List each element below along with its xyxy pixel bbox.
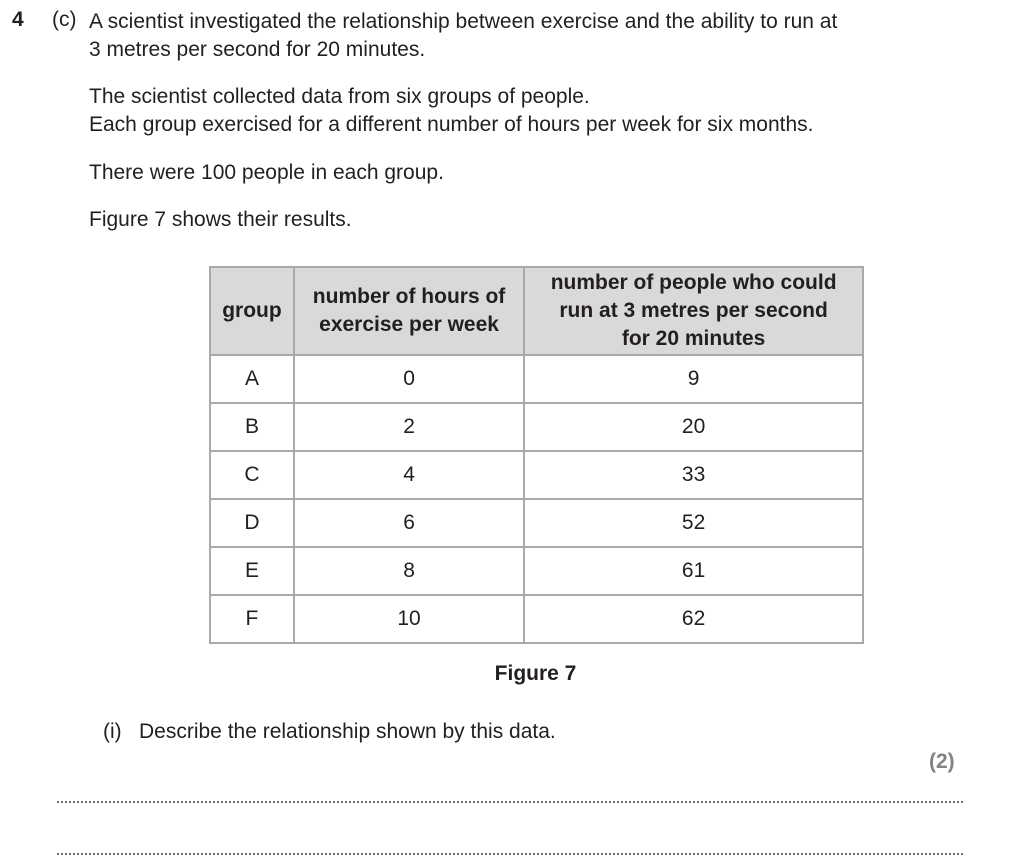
cell-group: C (210, 451, 294, 499)
question-part-label: (c) (52, 8, 77, 31)
cell-hours: 4 (294, 451, 524, 499)
answer-line[interactable] (57, 801, 963, 803)
header-hours-line: number of hours of (312, 285, 506, 308)
header-people-line: run at 3 metres per second (559, 299, 828, 322)
paragraph-people-count: There were 100 people in each group. (89, 161, 444, 184)
question-stem (89, 8, 837, 64)
cell-people: 52 (524, 499, 863, 547)
cell-people: 20 (524, 403, 863, 451)
paragraph-groups (89, 83, 813, 139)
header-people-line: number of people who could (550, 271, 837, 294)
cell-hours: 0 (294, 355, 524, 403)
cell-group: B (210, 403, 294, 451)
answer-line[interactable] (57, 853, 963, 855)
cell-people: 61 (524, 547, 863, 595)
marks-label: (2) (929, 750, 955, 773)
cell-hours: 8 (294, 547, 524, 595)
cell-group: A (210, 355, 294, 403)
table-row (210, 451, 863, 499)
table-row (210, 355, 863, 403)
table-row (210, 547, 863, 595)
header-people (524, 267, 863, 355)
cell-group: F (210, 595, 294, 643)
header-hours-line: exercise per week (319, 313, 499, 336)
header-group (210, 267, 294, 355)
paragraph-figure-ref: Figure 7 shows their results. (89, 208, 352, 231)
cell-people: 62 (524, 595, 863, 643)
sub-question-text: Describe the relationship shown by this data. (139, 720, 556, 743)
cell-hours: 2 (294, 403, 524, 451)
stem-line: 3 metres per second for 20 minutes. (89, 38, 426, 61)
table-row (210, 499, 863, 547)
figure-caption: Figure 7 (494, 662, 577, 685)
paragraph-line: The scientist collected data from six groups of people. (89, 85, 590, 108)
table-row (210, 403, 863, 451)
cell-group: E (210, 547, 294, 595)
stem-line: A scientist investigated the relationship between exercise and the ability to run at (89, 10, 838, 33)
results-table (209, 266, 864, 644)
header-hours (294, 267, 524, 355)
header-people-line: for 20 minutes (621, 327, 766, 350)
cell-hours: 10 (294, 595, 524, 643)
paragraph-line: Each group exercised for a different number of hours per week for six months. (89, 113, 814, 136)
question-number: 4 (12, 8, 24, 31)
cell-group: D (210, 499, 294, 547)
sub-question-label: (i) (103, 720, 122, 743)
table-row (210, 595, 863, 643)
cell-hours: 6 (294, 499, 524, 547)
cell-people: 9 (524, 355, 863, 403)
header-group-text: group (222, 299, 282, 322)
cell-people: 33 (524, 451, 863, 499)
table-header-row (210, 267, 863, 355)
